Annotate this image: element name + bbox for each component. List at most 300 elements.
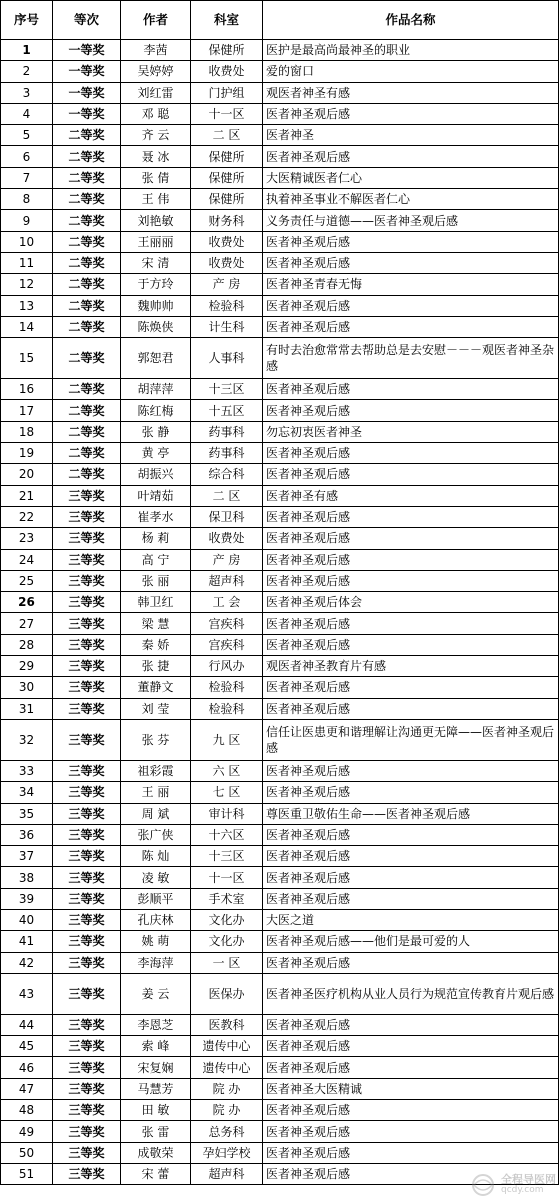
cell-dept: 保健所 xyxy=(191,167,263,188)
cell-title: 医者神圣观后感 xyxy=(263,549,559,570)
cell-author: 吴婷婷 xyxy=(121,61,191,82)
cell-award: 二等奖 xyxy=(53,464,121,485)
cell-no: 6 xyxy=(1,146,53,167)
cell-no: 43 xyxy=(1,973,53,1014)
cell-author: 杨 莉 xyxy=(121,528,191,549)
cell-author: 姜 云 xyxy=(121,973,191,1014)
cell-author: 田 敏 xyxy=(121,1100,191,1121)
cell-title: 医者神圣观后感 xyxy=(263,867,559,888)
cell-award: 三等奖 xyxy=(53,973,121,1014)
cell-no: 26 xyxy=(1,592,53,613)
cell-author: 王 伟 xyxy=(121,189,191,210)
table-row xyxy=(1,252,559,273)
cell-award: 三等奖 xyxy=(53,1014,121,1035)
cell-title: 医者神圣观后感 xyxy=(263,1142,559,1163)
cell-title: 医者神圣观后感 xyxy=(263,379,559,400)
cell-dept: 十三区 xyxy=(191,846,263,867)
cell-author: 刘红雷 xyxy=(121,82,191,103)
cell-dept: 计生科 xyxy=(191,316,263,337)
cell-title: 医者神圣观后感 xyxy=(263,103,559,124)
cell-award: 二等奖 xyxy=(53,295,121,316)
cell-no: 38 xyxy=(1,867,53,888)
cell-author: 齐 云 xyxy=(121,125,191,146)
cell-award: 二等奖 xyxy=(53,400,121,421)
cell-award: 二等奖 xyxy=(53,210,121,231)
cell-title: 医者神圣观后感 xyxy=(263,1057,559,1078)
cell-dept: 保健所 xyxy=(191,146,263,167)
cell-dept: 收费处 xyxy=(191,528,263,549)
cell-no: 34 xyxy=(1,782,53,803)
cell-award: 二等奖 xyxy=(53,252,121,273)
cell-dept: 院 办 xyxy=(191,1100,263,1121)
cell-author: 陈焕侠 xyxy=(121,316,191,337)
cell-no: 46 xyxy=(1,1057,53,1078)
cell-title: 医者神圣观后感 xyxy=(263,400,559,421)
table-row xyxy=(1,931,559,952)
cell-no: 35 xyxy=(1,803,53,824)
cell-dept: 药事科 xyxy=(191,421,263,442)
cell-award: 三等奖 xyxy=(53,782,121,803)
cell-dept: 收费处 xyxy=(191,252,263,273)
cell-dept: 孕妇学校 xyxy=(191,1142,263,1163)
cell-title: 医者神圣观后感 xyxy=(263,295,559,316)
cell-dept: 工 会 xyxy=(191,592,263,613)
table-row xyxy=(1,464,559,485)
cell-author: 马慧芳 xyxy=(121,1078,191,1099)
cell-award: 二等奖 xyxy=(53,125,121,146)
table-row xyxy=(1,592,559,613)
table-row xyxy=(1,824,559,845)
cell-title: 医者神圣观后感 xyxy=(263,760,559,781)
cell-award: 三等奖 xyxy=(53,528,121,549)
cell-award: 三等奖 xyxy=(53,506,121,527)
cell-award: 三等奖 xyxy=(53,634,121,655)
table-row xyxy=(1,379,559,400)
cell-no: 11 xyxy=(1,252,53,273)
cell-no: 22 xyxy=(1,506,53,527)
table-row xyxy=(1,782,559,803)
cell-dept: 七 区 xyxy=(191,782,263,803)
cell-author: 黄 亭 xyxy=(121,443,191,464)
cell-award: 三等奖 xyxy=(53,1100,121,1121)
cell-author: 梁 慧 xyxy=(121,613,191,634)
table-row xyxy=(1,231,559,252)
cell-award: 三等奖 xyxy=(53,613,121,634)
cell-no: 1 xyxy=(1,40,53,61)
cell-no: 39 xyxy=(1,888,53,909)
cell-title: 义务责任与道德——医者神圣观后感 xyxy=(263,210,559,231)
cell-title: 勿忘初衷医者神圣 xyxy=(263,421,559,442)
cell-no: 25 xyxy=(1,570,53,591)
cell-award: 三等奖 xyxy=(53,760,121,781)
cell-author: 叶靖茹 xyxy=(121,485,191,506)
cell-dept: 检验科 xyxy=(191,677,263,698)
cell-award: 三等奖 xyxy=(53,931,121,952)
cell-dept: 二 区 xyxy=(191,485,263,506)
cell-author: 张 丽 xyxy=(121,570,191,591)
table-row xyxy=(1,485,559,506)
cell-no: 24 xyxy=(1,549,53,570)
cell-author: 张广侠 xyxy=(121,824,191,845)
cell-award: 三等奖 xyxy=(53,592,121,613)
table-row xyxy=(1,698,559,719)
cell-author: 姚 萌 xyxy=(121,931,191,952)
cell-title: 医者神圣青春无悔 xyxy=(263,274,559,295)
cell-no: 12 xyxy=(1,274,53,295)
table-row xyxy=(1,210,559,231)
cell-dept: 门护组 xyxy=(191,82,263,103)
cell-dept: 十六区 xyxy=(191,824,263,845)
cell-no: 14 xyxy=(1,316,53,337)
cell-title: 医者神圣观后感——他们是最可爱的人 xyxy=(263,931,559,952)
cell-dept: 保健所 xyxy=(191,189,263,210)
cell-author: 宋 清 xyxy=(121,252,191,273)
cell-author: 崔孝水 xyxy=(121,506,191,527)
cell-dept: 产 房 xyxy=(191,274,263,295)
cell-title: 医者神圣观后感 xyxy=(263,1100,559,1121)
cell-dept: 检验科 xyxy=(191,698,263,719)
cell-no: 21 xyxy=(1,485,53,506)
cell-title: 医者神圣观后感 xyxy=(263,252,559,273)
cell-title: 医者神圣观后感 xyxy=(263,443,559,464)
cell-dept: 十三区 xyxy=(191,379,263,400)
cell-title: 医者神圣观后感 xyxy=(263,528,559,549)
watermark-line1: 全程导医网 xyxy=(501,1173,556,1186)
table-row xyxy=(1,1163,559,1184)
cell-author: 周 斌 xyxy=(121,803,191,824)
cell-no: 28 xyxy=(1,634,53,655)
cell-title: 医者神圣观后感 xyxy=(263,1121,559,1142)
cell-title: 医者神圣观后感 xyxy=(263,846,559,867)
cell-no: 15 xyxy=(1,338,53,379)
cell-award: 二等奖 xyxy=(53,338,121,379)
cell-dept: 六 区 xyxy=(191,760,263,781)
cell-no: 2 xyxy=(1,61,53,82)
cell-award: 三等奖 xyxy=(53,846,121,867)
cell-author: 张 捷 xyxy=(121,656,191,677)
cell-dept: 药事科 xyxy=(191,443,263,464)
cell-author: 胡振兴 xyxy=(121,464,191,485)
cell-award: 二等奖 xyxy=(53,421,121,442)
cell-dept: 行风办 xyxy=(191,656,263,677)
table-row xyxy=(1,295,559,316)
cell-author: 胡萍萍 xyxy=(121,379,191,400)
cell-award: 一等奖 xyxy=(53,82,121,103)
cell-no: 50 xyxy=(1,1142,53,1163)
cell-author: 彭顺平 xyxy=(121,888,191,909)
cell-author: 张 雷 xyxy=(121,1121,191,1142)
header-dept: 科室 xyxy=(191,1,263,40)
cell-dept: 超声科 xyxy=(191,570,263,591)
cell-author: 刘 莹 xyxy=(121,698,191,719)
table-row xyxy=(1,867,559,888)
cell-title: 尊医重卫敬佑生命——医者神圣观后感 xyxy=(263,803,559,824)
header-award: 等次 xyxy=(53,1,121,40)
cell-dept: 手术室 xyxy=(191,888,263,909)
cell-author: 韩卫红 xyxy=(121,592,191,613)
cell-award: 三等奖 xyxy=(53,952,121,973)
table-row xyxy=(1,167,559,188)
cell-author: 董静文 xyxy=(121,677,191,698)
cell-title: 大医之道 xyxy=(263,909,559,930)
cell-author: 邓 聪 xyxy=(121,103,191,124)
table-row xyxy=(1,656,559,677)
cell-dept: 总务科 xyxy=(191,1121,263,1142)
cell-dept: 收费处 xyxy=(191,231,263,252)
cell-dept: 人事科 xyxy=(191,338,263,379)
cell-award: 二等奖 xyxy=(53,231,121,252)
table-row xyxy=(1,274,559,295)
cell-no: 30 xyxy=(1,677,53,698)
cell-title: 大医精诚医者仁心 xyxy=(263,167,559,188)
table-row xyxy=(1,719,559,760)
cell-dept: 医教科 xyxy=(191,1014,263,1035)
cell-author: 张 倩 xyxy=(121,167,191,188)
cell-award: 三等奖 xyxy=(53,1078,121,1099)
cell-title: 医者神圣观后感 xyxy=(263,570,559,591)
cell-author: 成敬荣 xyxy=(121,1142,191,1163)
cell-title: 医者神圣观后感 xyxy=(263,1014,559,1035)
table-row xyxy=(1,973,559,1014)
table-row xyxy=(1,634,559,655)
cell-award: 三等奖 xyxy=(53,1142,121,1163)
cell-author: 宋复娴 xyxy=(121,1057,191,1078)
cell-author: 祖彩霞 xyxy=(121,760,191,781)
cell-title: 医者神圣 xyxy=(263,125,559,146)
cell-dept: 检验科 xyxy=(191,295,263,316)
cell-award: 三等奖 xyxy=(53,570,121,591)
cell-dept: 九 区 xyxy=(191,719,263,760)
table-row xyxy=(1,952,559,973)
cell-author: 李恩芝 xyxy=(121,1014,191,1035)
cell-no: 47 xyxy=(1,1078,53,1099)
cell-no: 5 xyxy=(1,125,53,146)
cell-award: 三等奖 xyxy=(53,1121,121,1142)
cell-no: 19 xyxy=(1,443,53,464)
cell-dept: 医保办 xyxy=(191,973,263,1014)
cell-author: 高 宁 xyxy=(121,549,191,570)
cell-no: 48 xyxy=(1,1100,53,1121)
cell-award: 二等奖 xyxy=(53,167,121,188)
cell-author: 郭恕君 xyxy=(121,338,191,379)
cell-title: 爱的窗口 xyxy=(263,61,559,82)
cell-no: 23 xyxy=(1,528,53,549)
cell-award: 一等奖 xyxy=(53,103,121,124)
cell-title: 信任让医患更和谐理解让沟通更无障——医者神圣观后感 xyxy=(263,719,559,760)
cell-no: 4 xyxy=(1,103,53,124)
table-row xyxy=(1,888,559,909)
table-body xyxy=(1,40,559,1185)
cell-dept: 宫疾科 xyxy=(191,613,263,634)
cell-award: 三等奖 xyxy=(53,485,121,506)
table-row xyxy=(1,909,559,930)
cell-dept: 综合科 xyxy=(191,464,263,485)
cell-no: 36 xyxy=(1,824,53,845)
cell-no: 9 xyxy=(1,210,53,231)
header-title: 作品名称 xyxy=(263,1,559,40)
cell-author: 凌 敏 xyxy=(121,867,191,888)
cell-author: 王丽丽 xyxy=(121,231,191,252)
cell-dept: 产 房 xyxy=(191,549,263,570)
cell-award: 三等奖 xyxy=(53,719,121,760)
cell-award: 二等奖 xyxy=(53,443,121,464)
cell-dept: 二 区 xyxy=(191,125,263,146)
cell-author: 于方玲 xyxy=(121,274,191,295)
cell-author: 聂 冰 xyxy=(121,146,191,167)
cell-dept: 遗传中心 xyxy=(191,1036,263,1057)
cell-author: 秦 娇 xyxy=(121,634,191,655)
cell-award: 三等奖 xyxy=(53,824,121,845)
cell-title: 医者神圣观后感 xyxy=(263,1163,559,1184)
cell-award: 三等奖 xyxy=(53,909,121,930)
table-row xyxy=(1,443,559,464)
cell-no: 10 xyxy=(1,231,53,252)
table-row xyxy=(1,549,559,570)
cell-author: 张 静 xyxy=(121,421,191,442)
cell-author: 陈红梅 xyxy=(121,400,191,421)
cell-title: 医者神圣观后感 xyxy=(263,146,559,167)
cell-award: 一等奖 xyxy=(53,61,121,82)
cell-author: 张 芬 xyxy=(121,719,191,760)
cell-author: 索 峰 xyxy=(121,1036,191,1057)
cell-award: 一等奖 xyxy=(53,40,121,61)
header-no: 序号 xyxy=(1,1,53,40)
table-row xyxy=(1,400,559,421)
cell-title: 医者神圣医疗机构从业人员行为规范宣传教育片观后感 xyxy=(263,973,559,1014)
cell-title: 执着神圣事业不解医者仁心 xyxy=(263,189,559,210)
cell-title: 医者神圣观后感 xyxy=(263,782,559,803)
table-row xyxy=(1,1057,559,1078)
cell-title: 医者神圣观后感 xyxy=(263,316,559,337)
table-row xyxy=(1,846,559,867)
table-row xyxy=(1,1078,559,1099)
table-row xyxy=(1,760,559,781)
table-row xyxy=(1,803,559,824)
cell-title: 医者神圣观后感 xyxy=(263,613,559,634)
cell-no: 33 xyxy=(1,760,53,781)
cell-title: 医者神圣观后感 xyxy=(263,231,559,252)
cell-dept: 遗传中心 xyxy=(191,1057,263,1078)
cell-no: 16 xyxy=(1,379,53,400)
cell-no: 37 xyxy=(1,846,53,867)
cell-dept: 十五区 xyxy=(191,400,263,421)
cell-no: 32 xyxy=(1,719,53,760)
cell-dept: 保健所 xyxy=(191,40,263,61)
table-row xyxy=(1,506,559,527)
table-row xyxy=(1,40,559,61)
cell-author: 刘艳敏 xyxy=(121,210,191,231)
cell-award: 二等奖 xyxy=(53,316,121,337)
cell-no: 40 xyxy=(1,909,53,930)
cell-award: 二等奖 xyxy=(53,146,121,167)
cell-award: 三等奖 xyxy=(53,888,121,909)
cell-dept: 十一区 xyxy=(191,867,263,888)
cell-title: 医者神圣观后感 xyxy=(263,698,559,719)
cell-no: 44 xyxy=(1,1014,53,1035)
cell-author: 孔庆林 xyxy=(121,909,191,930)
cell-title: 医者神圣观后感 xyxy=(263,952,559,973)
table-row xyxy=(1,146,559,167)
cell-dept: 审计科 xyxy=(191,803,263,824)
cell-title: 医者神圣有感 xyxy=(263,485,559,506)
cell-award: 二等奖 xyxy=(53,379,121,400)
cell-award: 三等奖 xyxy=(53,698,121,719)
cell-no: 3 xyxy=(1,82,53,103)
cell-dept: 财务科 xyxy=(191,210,263,231)
header-author: 作者 xyxy=(121,1,191,40)
cell-title: 医护是最高尚最神圣的职业 xyxy=(263,40,559,61)
cell-no: 51 xyxy=(1,1163,53,1184)
table-row xyxy=(1,189,559,210)
table-row xyxy=(1,421,559,442)
cell-dept: 文化办 xyxy=(191,931,263,952)
cell-dept: 超声科 xyxy=(191,1163,263,1184)
cell-title: 医者神圣观后体会 xyxy=(263,592,559,613)
cell-no: 29 xyxy=(1,656,53,677)
table-row xyxy=(1,61,559,82)
cell-title: 医者神圣观后感 xyxy=(263,464,559,485)
cell-award: 三等奖 xyxy=(53,803,121,824)
cell-no: 18 xyxy=(1,421,53,442)
cell-no: 49 xyxy=(1,1121,53,1142)
cell-dept: 一 区 xyxy=(191,952,263,973)
table-row xyxy=(1,570,559,591)
cell-award: 三等奖 xyxy=(53,1036,121,1057)
cell-dept: 十一区 xyxy=(191,103,263,124)
cell-title: 医者神圣观后感 xyxy=(263,506,559,527)
table-row xyxy=(1,1121,559,1142)
table-row xyxy=(1,103,559,124)
cell-award: 三等奖 xyxy=(53,677,121,698)
cell-award: 三等奖 xyxy=(53,867,121,888)
cell-title: 医者神圣观后感 xyxy=(263,634,559,655)
cell-no: 27 xyxy=(1,613,53,634)
cell-no: 7 xyxy=(1,167,53,188)
cell-author: 陈 灿 xyxy=(121,846,191,867)
cell-award: 三等奖 xyxy=(53,656,121,677)
table-row xyxy=(1,1036,559,1057)
cell-title: 观医者神圣教育片有感 xyxy=(263,656,559,677)
cell-title: 医者神圣观后感 xyxy=(263,888,559,909)
cell-dept: 收费处 xyxy=(191,61,263,82)
cell-title: 观医者神圣有感 xyxy=(263,82,559,103)
table-row xyxy=(1,82,559,103)
table-row xyxy=(1,125,559,146)
cell-award: 三等奖 xyxy=(53,549,121,570)
cell-no: 42 xyxy=(1,952,53,973)
table-row xyxy=(1,528,559,549)
cell-author: 李海萍 xyxy=(121,952,191,973)
cell-title: 医者神圣大医精诚 xyxy=(263,1078,559,1099)
cell-no: 45 xyxy=(1,1036,53,1057)
cell-dept: 文化办 xyxy=(191,909,263,930)
watermark-line2: qcdy.com xyxy=(501,1185,544,1195)
table-row xyxy=(1,338,559,379)
cell-no: 41 xyxy=(1,931,53,952)
cell-dept: 宫疾科 xyxy=(191,634,263,655)
table-row xyxy=(1,677,559,698)
table-row xyxy=(1,316,559,337)
cell-no: 8 xyxy=(1,189,53,210)
cell-dept: 院 办 xyxy=(191,1078,263,1099)
cell-title: 医者神圣观后感 xyxy=(263,824,559,845)
cell-author: 宋 蕾 xyxy=(121,1163,191,1184)
cell-award: 三等奖 xyxy=(53,1057,121,1078)
cell-author: 王 丽 xyxy=(121,782,191,803)
cell-author: 李茜 xyxy=(121,40,191,61)
cell-award: 二等奖 xyxy=(53,274,121,295)
cell-dept: 保卫科 xyxy=(191,506,263,527)
